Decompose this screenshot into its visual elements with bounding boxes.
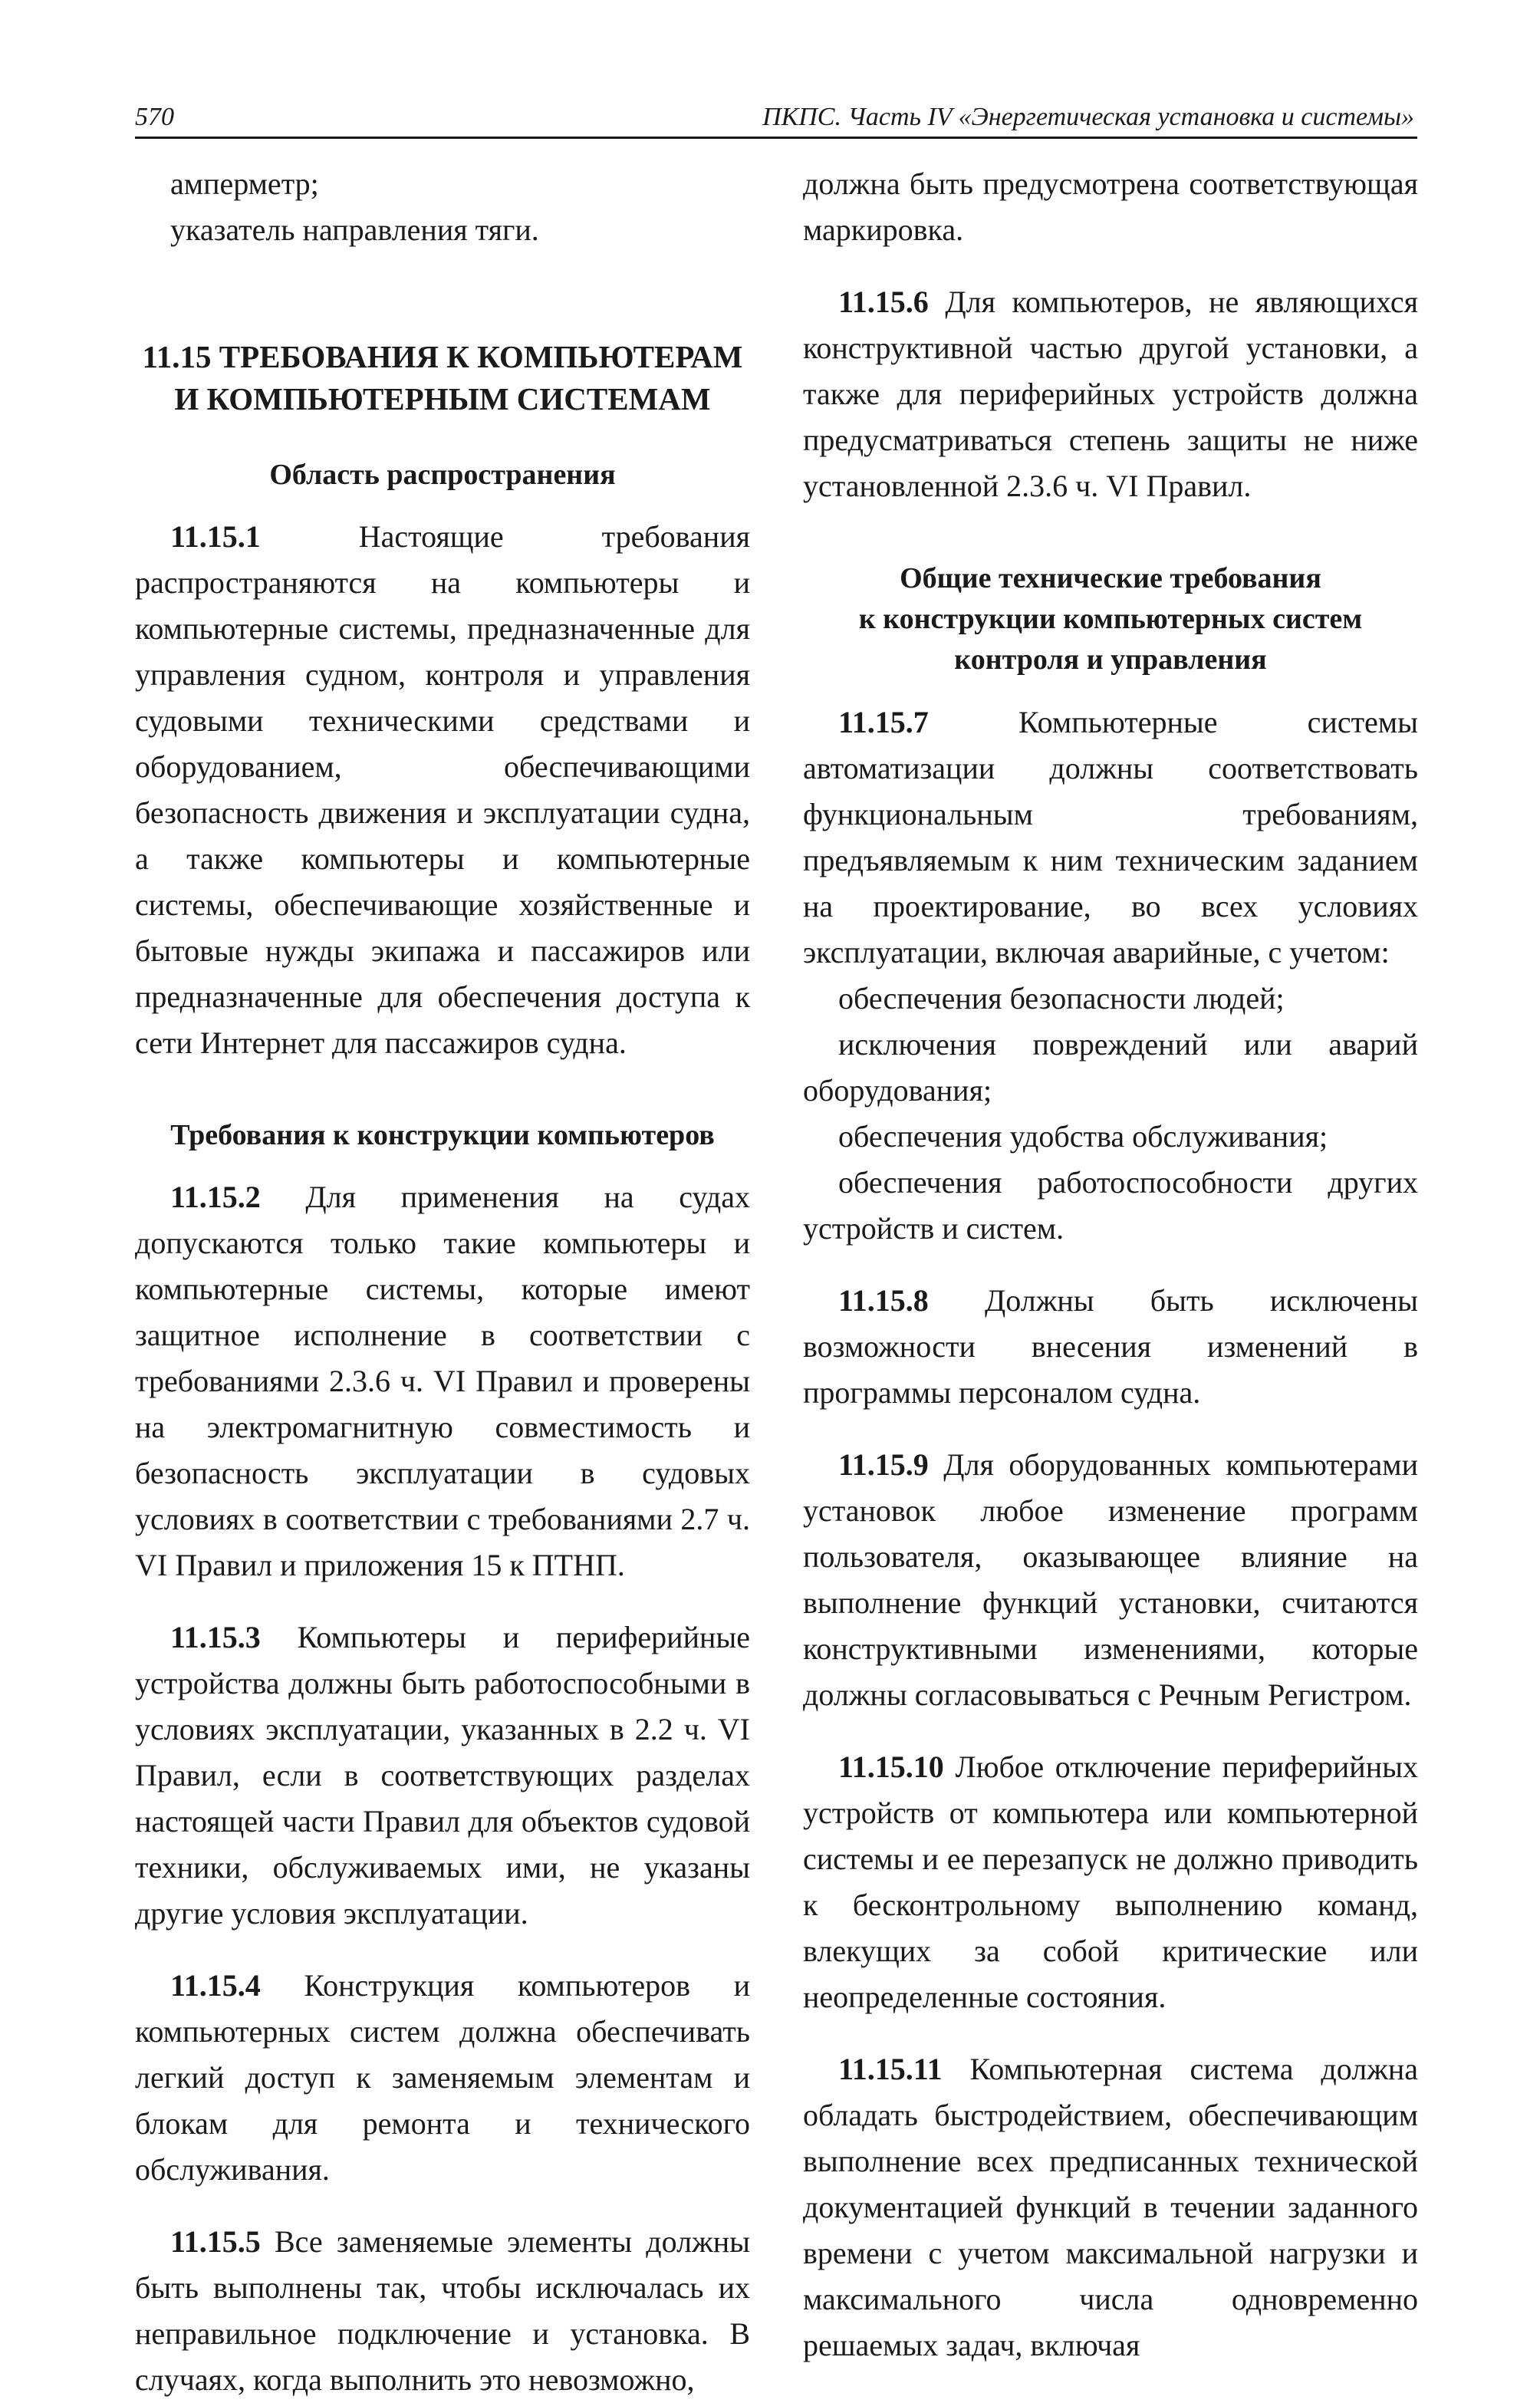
clause-text: Конструкция компьютеров и компьютерных систем должна обеспечивать легкий доступ к заменяемым элементам и блокам для ремонта и технического обслуживания. [135,1968,750,2187]
right-column [803,161,1419,2362]
clause-number: 11.15.8 [838,1282,929,1318]
clause-number: 11.15.9 [838,1447,929,1482]
paragraph-11-15-5-continued: должна быть предусмотрена соответствующая маркировка. [803,166,1418,247]
clause-number: 11.15.7 [838,704,929,739]
heading-line: Общие технические требования [900,562,1321,594]
clause-number: 11.15.5 [170,2224,261,2260]
list-item: обеспечения работоспособности других устройств и систем. [803,1164,1418,1246]
paragraph-11-15-6 [803,279,1418,509]
left-column [135,161,751,2398]
section-title [135,336,750,421]
clause-text: Должны быть исключены возможности внесения изменений в программы персоналом судна. [803,1282,1419,1410]
clause-text: Настоящие требования распространяются на компьютеры и компьютерные системы, предназначенные для управления судном, контроля и управления судовыми техническими средствами и оборудованием, обеспечивающими безопасность движения и эксплуатации судна, а также компьютеры и компьютерные системы, обеспечивающие хозяйственные и бытовые нужды экипажа и пассажиров или предназначенные для обеспечения доступа к сети Интернет для пассажиров судна. [135,518,751,1060]
clause-text: Компьютерная система должна обладать быстродействием, обеспечивающим выполнение всех предписанных технической документацией функций в течении заданного времени с учетом максимальной нагрузки и максимального числа одновременно решаемых задач, включая [803,2051,1419,2362]
clause-number: 11.15.10 [838,1749,944,1784]
page-header [135,98,1417,139]
general-heading [803,558,1418,681]
list-item: исключения повреждений или аварий оборудования; [803,1026,1418,1108]
paragraph-11-15-4 [135,1963,750,2193]
page-number: 570 [135,103,174,131]
clause-text: Любое отключение периферийных устройств от компьютера или компьютерной системы и ее перезапуск не должно приводить к бесконтрольному выполнению команд, влекущих за собой критические или неопределенные состояния. [803,1749,1418,2014]
paragraph-11-15-11 [803,2046,1418,2368]
list-item: обеспечения безопасности людей; [838,980,1285,1016]
paragraph-11-15-3 [135,1615,750,1937]
paragraph-11-15-5 [135,2219,750,2403]
section-title-line: И КОМПЬЮТЕРНЫМ СИСТЕМАМ [174,381,711,417]
clause-text: Все заменяемые элементы должны быть выполнены так, чтобы исключалась их неправильное подключение и установка. В случаях, когда выполнить это невозможно, [135,2224,750,2398]
paragraph-11-15-8 [803,1278,1418,1416]
list-item: амперметр; [170,166,319,201]
paragraph-11-15-2 [135,1174,750,1588]
clause-number: 11.15.1 [170,518,261,554]
design-heading: Требования к конструкции компьютеров [170,1118,715,1151]
clause-text: Компьютеры и периферийные устройства должны быть работоспособными в условиях эксплуатации, указанных в 2.2 ч. VI Правил, если в соответствующих разделах настоящей части Правил для объектов судовой техники, обслуживаемых ими, не указаны другие условия эксплуатации. [135,1620,751,1931]
paragraph-11-15-10 [803,1744,1418,2020]
clause-number: 11.15.3 [170,1620,261,1655]
clause-text: Компьютерные системы автоматизации должны соответствовать функциональным требованиям, предъявляемым к ним техническим заданием на проектирование, во всех условиях эксплуатации, включая аварийные, с учетом: [803,704,1418,969]
clause-text: Для применения на судах допускаются только такие компьютеры и компьютерные системы, которые имеют защитное исполнение в соответствии с требованиями 2.3.6 ч. VI Правил и проверены на электромагнитную совместимость и безопасность эксплуатации в судовых условиях в соответствии с требованиями 2.7 ч. VI Правил и приложения 15 к ПТНП. [135,1180,751,1583]
section-title-line: 11.15 ТРЕБОВАНИЯ К КОМПЬЮТЕРАМ [142,339,743,374]
clause-number: 11.15.4 [170,1968,261,2003]
heading-line: контроля и управления [954,644,1267,676]
paragraph-11-15-7 [803,700,1418,976]
clause-number: 11.15.11 [838,2051,943,2086]
paragraph-11-15-1 [135,514,750,1066]
clause-text: Для компьютеров, не являющихся конструктивной частью другой установки, а также для периферийных устройств должна предусматриваться степень защиты не ниже установленной 2.3.6 ч. VI Правил. [803,285,1418,503]
paragraph-11-15-9 [803,1442,1418,1718]
list-item: указатель направления тяги. [170,212,539,247]
scope-heading: Область распространения [269,458,616,491]
list-item: обеспечения удобства обслуживания; [838,1118,1328,1154]
clause-number: 11.15.2 [170,1180,261,1215]
running-title: ПКПС. Часть IV «Энергетическая установка и системы» [762,103,1414,131]
clause-text: Для оборудованных компьютерами установок любое изменение программ пользователя, оказывающее влияние на выполнение функций установки, считаются конструктивными изменениями, которые должны согласовываться с Речным Регистром. [803,1447,1419,1712]
clause-number: 11.15.6 [838,285,929,319]
heading-line: к конструкции компьютерных систем [858,603,1363,636]
